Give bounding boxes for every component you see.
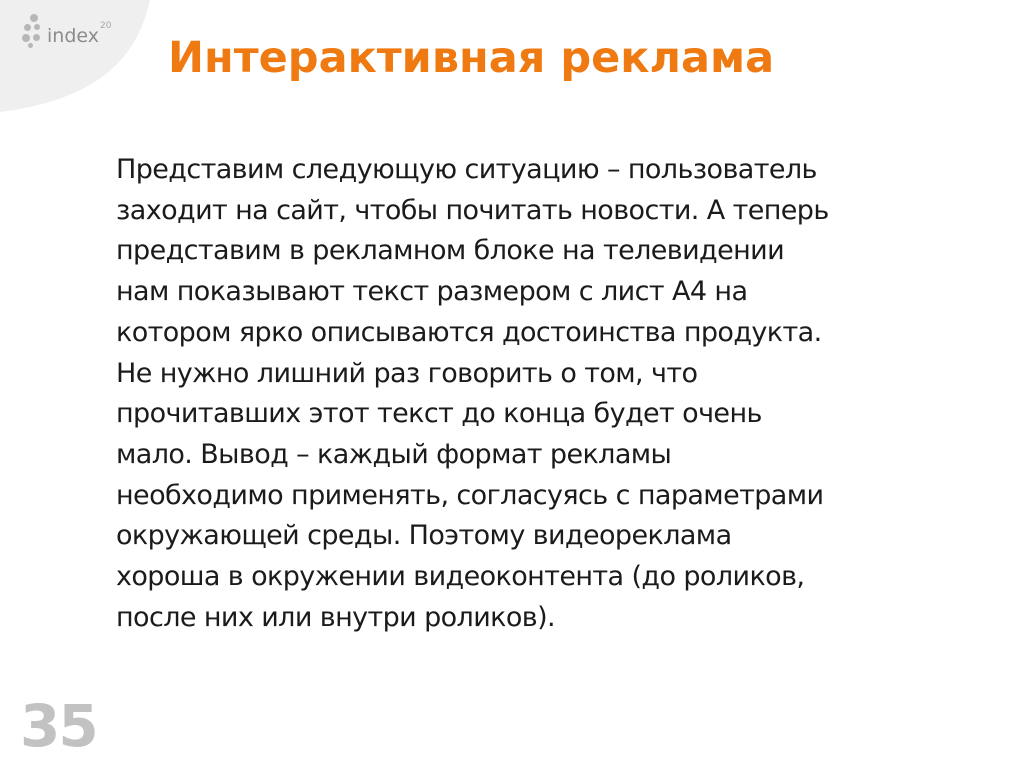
body-line: заходит на сайт, чтобы почитать новости. А теперь [116,194,829,226]
body-line: мало. Вывод – каждый формат рекламы [116,438,672,470]
body-line: представим в рекламном блоке на телевидении [116,235,785,267]
body-line: хороша в окружении видеоконтента (до роликов, [116,561,805,593]
logo-dots-icon [22,14,44,50]
body-line: нам показывают текст размером с лист А4 на [116,276,748,308]
page-number: 35 [20,692,97,760]
body-line: необходимо применять, согласуясь с параметрами [116,479,824,511]
body-line: Не нужно лишний раз говорить о том, что [116,357,698,389]
body-line: после них или внутри роликов). [116,601,556,633]
slide-body [116,150,926,638]
body-line: котором ярко описываются достоинства продукта. [116,316,822,348]
body-line: окружающей среды. Поэтому видеореклама [116,520,732,552]
index-logo [22,14,111,54]
body-line: Представим следующую ситуацию – пользователь [116,154,817,185]
body-line: прочитавших этот текст до конца будет очень [116,398,762,430]
logo-text: index [47,25,99,47]
slide-title: Интерактивная реклама [168,33,775,83]
logo-superscript: 20 [99,21,112,31]
